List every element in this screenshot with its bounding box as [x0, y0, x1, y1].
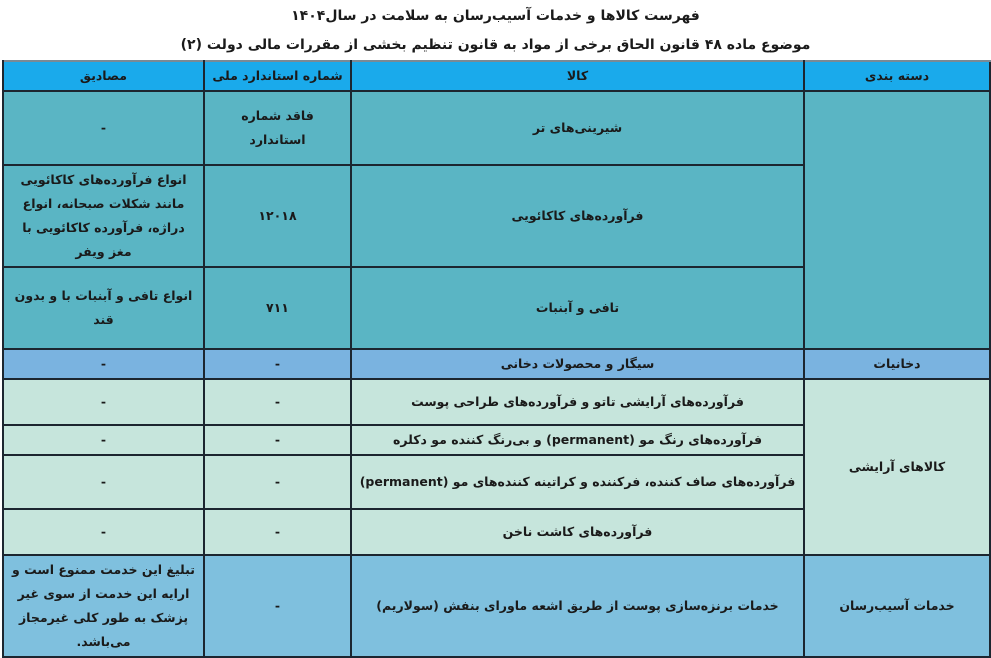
examples-cell: -	[3, 91, 204, 165]
header-category: دسته بندی	[804, 61, 990, 91]
table-header-row	[3, 61, 990, 91]
item-cell: سیگار و محصولات دخانی	[351, 349, 804, 379]
table-row	[3, 349, 990, 379]
examples-cell: انواع تافی و آبنبات با و بدون قند	[3, 267, 204, 349]
standard-cell: -	[204, 509, 351, 555]
table-row	[3, 379, 990, 425]
standard-cell: -	[204, 455, 351, 509]
header-examples: مصادیق	[3, 61, 204, 91]
standard-cell: -	[204, 425, 351, 455]
standard-cell: ۷۱۱	[204, 267, 351, 349]
item-cell: فرآورده‌های رنگ مو (permanent) و بی‌رنگ کننده مو دکلره	[351, 425, 804, 455]
standard-cell: -	[204, 555, 351, 657]
standard-cell: -	[204, 379, 351, 425]
harmful-goods-table	[2, 60, 991, 658]
table-row	[3, 555, 990, 657]
examples-cell: -	[3, 509, 204, 555]
standard-cell: فاقد شماره استاندارد	[204, 91, 351, 165]
item-cell: فرآورده‌های کاکائویی	[351, 165, 804, 267]
category-cell-tobacco: دخانیات	[804, 349, 990, 379]
table-row	[3, 91, 990, 165]
examples-cell: -	[3, 349, 204, 379]
examples-cell: انواع فرآورده‌های کاکائویی مانند شکلات صبحانه، انواع دراژه، فرآورده کاکائویی با مغز ویفر	[3, 165, 204, 267]
item-cell: شیرینی‌های تر	[351, 91, 804, 165]
standard-cell: -	[204, 349, 351, 379]
item-cell: فرآورده‌های آرایشی تاتو و فرآورده‌های طراحی پوست	[351, 379, 804, 425]
category-cell-cosmetics: کالاهای آرایشی	[804, 379, 990, 555]
header-item: کالا	[351, 61, 804, 91]
standard-cell: ۱۲۰۱۸	[204, 165, 351, 267]
item-cell: تافی و آبنبات	[351, 267, 804, 349]
document-header	[0, 0, 991, 60]
examples-cell: -	[3, 379, 204, 425]
examples-cell: -	[3, 455, 204, 509]
category-cell-sweets	[804, 91, 990, 349]
examples-cell: تبلیغ این خدمت ممنوع است و ارایه این خدمت از سوی غیر پزشک به طور کلی غیرمجاز می‌باشد.	[3, 555, 204, 657]
header-standard: شماره استاندارد ملی	[204, 61, 351, 91]
item-cell: خدمات برنزه‌سازی پوست از طریق اشعه ماورای بنفش (سولاریم)	[351, 555, 804, 657]
document-title: فهرست کالاها و خدمات آسیب‌رسان به سلامت در سال۱۴۰۴	[291, 8, 700, 24]
examples-cell: -	[3, 425, 204, 455]
document-subtitle: موضوع ماده ۴۸ قانون الحاق برخی از مواد به قانون تنظیم بخشی از مقررات مالی دولت (۲)	[180, 37, 811, 53]
category-cell-services: خدمات آسیب‌رسان	[804, 555, 990, 657]
item-cell: فرآورده‌های کاشت ناخن	[351, 509, 804, 555]
item-cell: فرآورده‌های صاف کننده، فرکننده و کراتینه کننده‌های مو (permanent)	[351, 455, 804, 509]
